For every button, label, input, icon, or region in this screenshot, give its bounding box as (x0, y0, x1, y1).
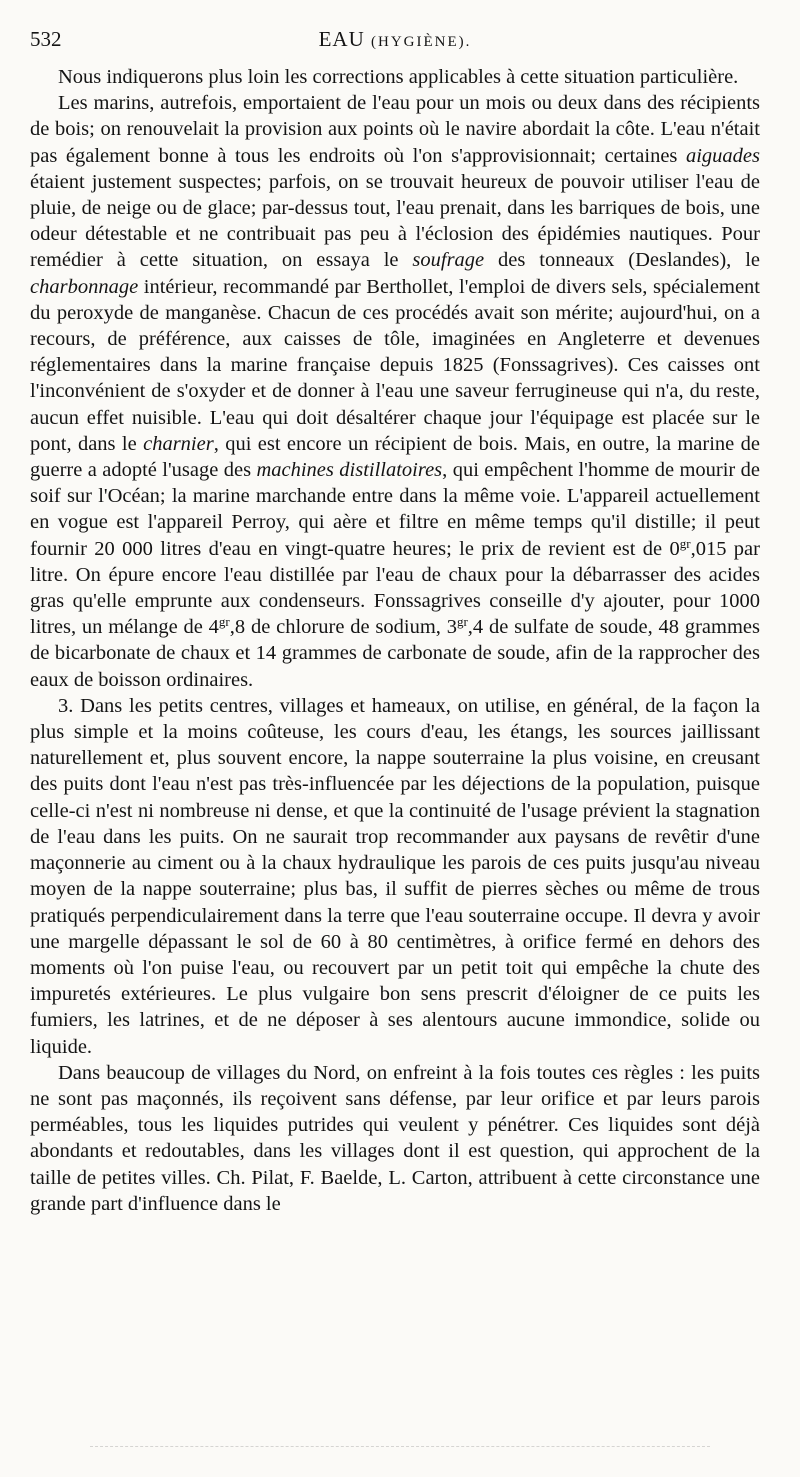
text-segment: ,015 par litre. On épure encore l'eau distillée par l'eau de chaux pour la débarrasser des acides gras qu'elle emprunte aux condenseurs. Fonssagrives conseille d'y ajouter, pour 1000 litres, un mélange de 4 (30, 537, 760, 639)
text-segment: ,4 de sulfate de soude, 48 grammes de bicarbonate de chaux et 14 grammes de carbonate de soude, afin de la rapprocher des eaux de boisson ordinaires. (30, 616, 760, 691)
page-number: 532 (30, 27, 62, 51)
text-segment: intérieur, recommandé par Berthollet, l'emploi de divers sels, spécialement du peroxyde de manganèse. Chacun de ces procédés avait son mérite; aujourd'hui, on a recours, de préférence, aux caisses de tôle, imaginées en Angleterre et devenues réglementaires dans la marine française depuis 1825 (Fonssagrives). Ces caisses ont l'inconvénient de s'oxyder et de donner à l'eau une saveur ferrugineuse qui n'a, du reste, aucun effet nuisible. L'eau qui doit désaltérer chaque jour l'équipage est placée sur le pont, dans le (30, 275, 760, 455)
italic-term-charnier: charnier (143, 432, 214, 455)
body-text (30, 64, 760, 1217)
text-segment: ,8 de chlorure de sodium, 3 (229, 616, 457, 639)
paragraph-continuation: Nous indiquerons plus loin les corrections applicables à cette situation particulière. (58, 66, 739, 88)
page-bottom-rule (90, 1446, 710, 1447)
running-title (30, 20, 760, 61)
running-head (30, 0, 760, 58)
italic-term-soufrage: soufrage (412, 249, 485, 272)
unit-superscript: gr (218, 614, 230, 630)
text-segment: Les marins, autrefois, emportaient de l'eau pour un mois ou deux dans des récipients de bois; on renouvelait la provision aux points où le navire abordait la côte. L'eau n'était pas également bonne à tous les endroits où l'on s'approvisionnait; certaines (30, 92, 760, 167)
unit-superscript: gr (456, 614, 468, 630)
paragraph-villages: 3. Dans les petits centres, villages et hameaux, on utilise, en général, de la façon la plus simple et la moins coûteuse, les cours d'eau, les étangs, les sources jaillissant naturellement et, plus souvent encore, la nappe souterraine la plus voisine, en creusant des puits dont l'eau n'est pas très-influencée par les déjections de la population, puisque celle-ci n'est ni nombreuse ni dense, et que la continuité de l'usage prévient la stagnation de l'eau dans les puits. On ne saurait trop recommander aux paysans de revêtir d'une maçonnerie au ciment ou à la chaux hydraulique les parois de ces puits jusqu'au niveau moyen de la nappe souterraine; plus bas, il suffit de pierres sèches ou même de trous pratiqués perpendiculairement dans la terre que l'eau souterraine occupe. Il devra y avoir une margelle dépassant le sol de 60 à 80 centimètres, à orifice fermé en dehors des moments où l'on puise l'eau, ou recouvert par un petit toit qui empêche la chute des impuretés extérieures. Le plus vulgaire bon sens prescrit d'éloigner de ce puits les fumiers, les latrines, et de ne déposer à ses alentours aucune immondice, solide ou liquide. (30, 694, 760, 1058)
unit-superscript: gr (679, 535, 691, 551)
text-segment: , qui est encore un récipient de bois. Mais, en outre, la marine de guerre a adopté l'usage des (30, 432, 760, 482)
paragraph-nord: Dans beaucoup de villages du Nord, on enfreint à la fois toutes ces règles : les puits ne sont pas maçonnés, ils reçoivent sans défense, par leur orifice et par leurs parois perméables, tous les liquides putrides qui veulent y pénétrer. Ces liquides sont déjà abondants et redoutables, dans les villages dont il est question, qui approchent de la taille de petites villes. Ch. Pilat, F. Baelde, L. Carton, attribuent à cette circonstance une grande part d'influence dans le (30, 1061, 760, 1215)
text-segment: étaient justement suspectes; parfois, on se trouvait heureux de pouvoir utiliser l'eau de pluie, de neige ou de glace; par-dessus tout, l'eau prenait, dans les barriques de bois, une odeur détestable et ne contribuait pas peu à l'éclosion des épidémies nautiques. Pour remédier à cette situation, on essaya le (30, 170, 760, 272)
text-segment: des tonneaux (Deslandes), le (484, 249, 760, 272)
italic-term-machines: machines distillatoires (256, 459, 443, 482)
italic-term-charbonnage: charbonnage (30, 275, 139, 298)
italic-term-aiguades: aiguades (685, 144, 760, 167)
paragraph-marins (30, 90, 760, 693)
text-segment: , qui empêchent l'homme de mourir de soif sur l'Océan; la marine marchande entre dans la même voie. L'appareil actuellement en vogue est l'appareil Perroy, qui aère et filtre en même temps qu'il distille; il peut fournir 20 000 litres d'eau en vingt-quatre heures; le prix de revient est de 0 (30, 459, 760, 560)
running-title-sub: (HYGIÈNE). (371, 34, 472, 50)
running-title-main: EAU (318, 27, 365, 51)
